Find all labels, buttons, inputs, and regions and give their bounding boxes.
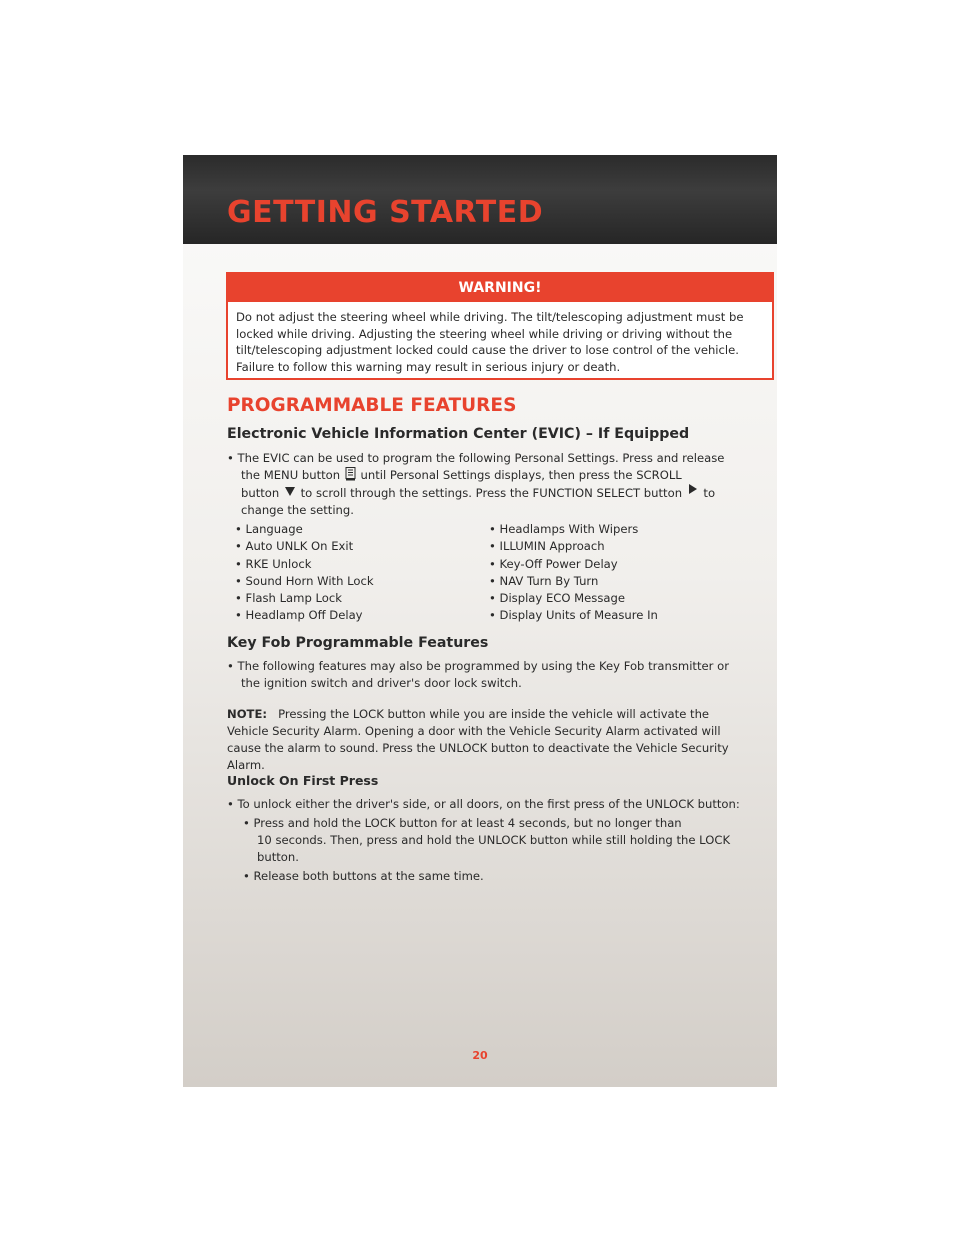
keyfob-heading: Key Fob Programmable Features (227, 635, 489, 651)
note-line2: Vehicle Security Alarm. Opening a door with the Vehicle Security Alarm activated will (227, 724, 721, 738)
list-item: • Sound Horn With Lock (235, 573, 374, 588)
list-item: • RKE Unlock (235, 556, 312, 571)
unlock-sub1-line1: • Press and hold the LOCK button for at least 4 seconds, but no longer than (243, 816, 682, 830)
unlock-sub2: • Release both buttons at the same time. (243, 869, 484, 883)
warning-body: Do not adjust the steering wheel while driving. The tilt/telescoping adjustment must be locked while driving. Adjusting the steering wheel while driving or driving without the tilt/telescoping adjustment locked could cause the driver to lose control of the vehicle. Failure to follow this warning may result in serious injury or death. (236, 310, 744, 374)
evic-intro-line4: change the setting. (241, 503, 354, 517)
evic-intro-text: the MENU button (241, 468, 341, 482)
evic-intro-text: button (241, 486, 280, 500)
note-text: Pressing the LOCK button while you are inside the vehicle will activate the (278, 707, 710, 721)
manual-page (183, 155, 777, 1087)
unlock-bullet: • To unlock either the driver's side, or all doors, on the first press of the UNLOCK button: (227, 797, 740, 811)
list-item: • ILLUMIN Approach (489, 539, 605, 554)
note-label: NOTE: (227, 707, 268, 721)
header-title: GETTING STARTED (227, 195, 544, 230)
note-line1 (227, 706, 709, 723)
evic-intro-line2 (241, 467, 682, 484)
list-item: • Headlamps With Wipers (489, 522, 639, 536)
unlock-sub1-line3: button. (257, 850, 299, 864)
settings-list-left (235, 521, 374, 625)
list-item: • Display ECO Message (489, 591, 625, 606)
list-item: • Auto UNLK On Exit (235, 539, 354, 554)
function-select-icon (689, 484, 697, 494)
evic-heading: Electronic Vehicle Information Center (EVIC) – If Equipped (227, 426, 690, 442)
keyfob-bullet-line1: • The following features may also be programmed by using the Key Fob transmitter or (227, 659, 729, 673)
list-item: • Headlamp Off Delay (235, 608, 363, 623)
list-item: • Language (235, 522, 303, 536)
note-line4: Alarm. (227, 758, 265, 772)
warning-box (226, 272, 774, 380)
scroll-down-icon (285, 487, 295, 496)
evic-intro-text: to scroll through the settings. Press the FUNCTION SELECT button (300, 486, 683, 500)
evic-intro-line1: • The EVIC can be used to program the following Personal Settings. Press and release (227, 451, 725, 465)
list-item: • Flash Lamp Lock (235, 591, 342, 606)
note-line3: cause the alarm to sound. Press the UNLOCK button to deactivate the Vehicle Security (227, 741, 729, 755)
page-header (183, 155, 777, 244)
list-item: • NAV Turn By Turn (489, 573, 599, 588)
menu-icon (345, 467, 356, 481)
section-title: PROGRAMMABLE FEATURES (227, 395, 517, 416)
keyfob-bullet-line2: the ignition switch and driver's door lock switch. (241, 676, 522, 690)
list-item: • Key-Off Power Delay (489, 556, 618, 571)
list-item: • Display Units of Measure In (489, 608, 658, 623)
evic-intro-line3 (241, 484, 715, 502)
warning-heading: WARNING! (228, 274, 772, 302)
unlock-heading: Unlock On First Press (227, 773, 379, 788)
unlock-sub1-line2: 10 seconds. Then, press and hold the UNLOCK button while still holding the LOCK (257, 833, 731, 847)
evic-intro-text: to (703, 486, 716, 500)
settings-list-right (489, 521, 658, 625)
page-number: 20 (472, 1049, 488, 1062)
evic-intro-text: until Personal Settings displays, then press the SCROLL (360, 468, 682, 482)
